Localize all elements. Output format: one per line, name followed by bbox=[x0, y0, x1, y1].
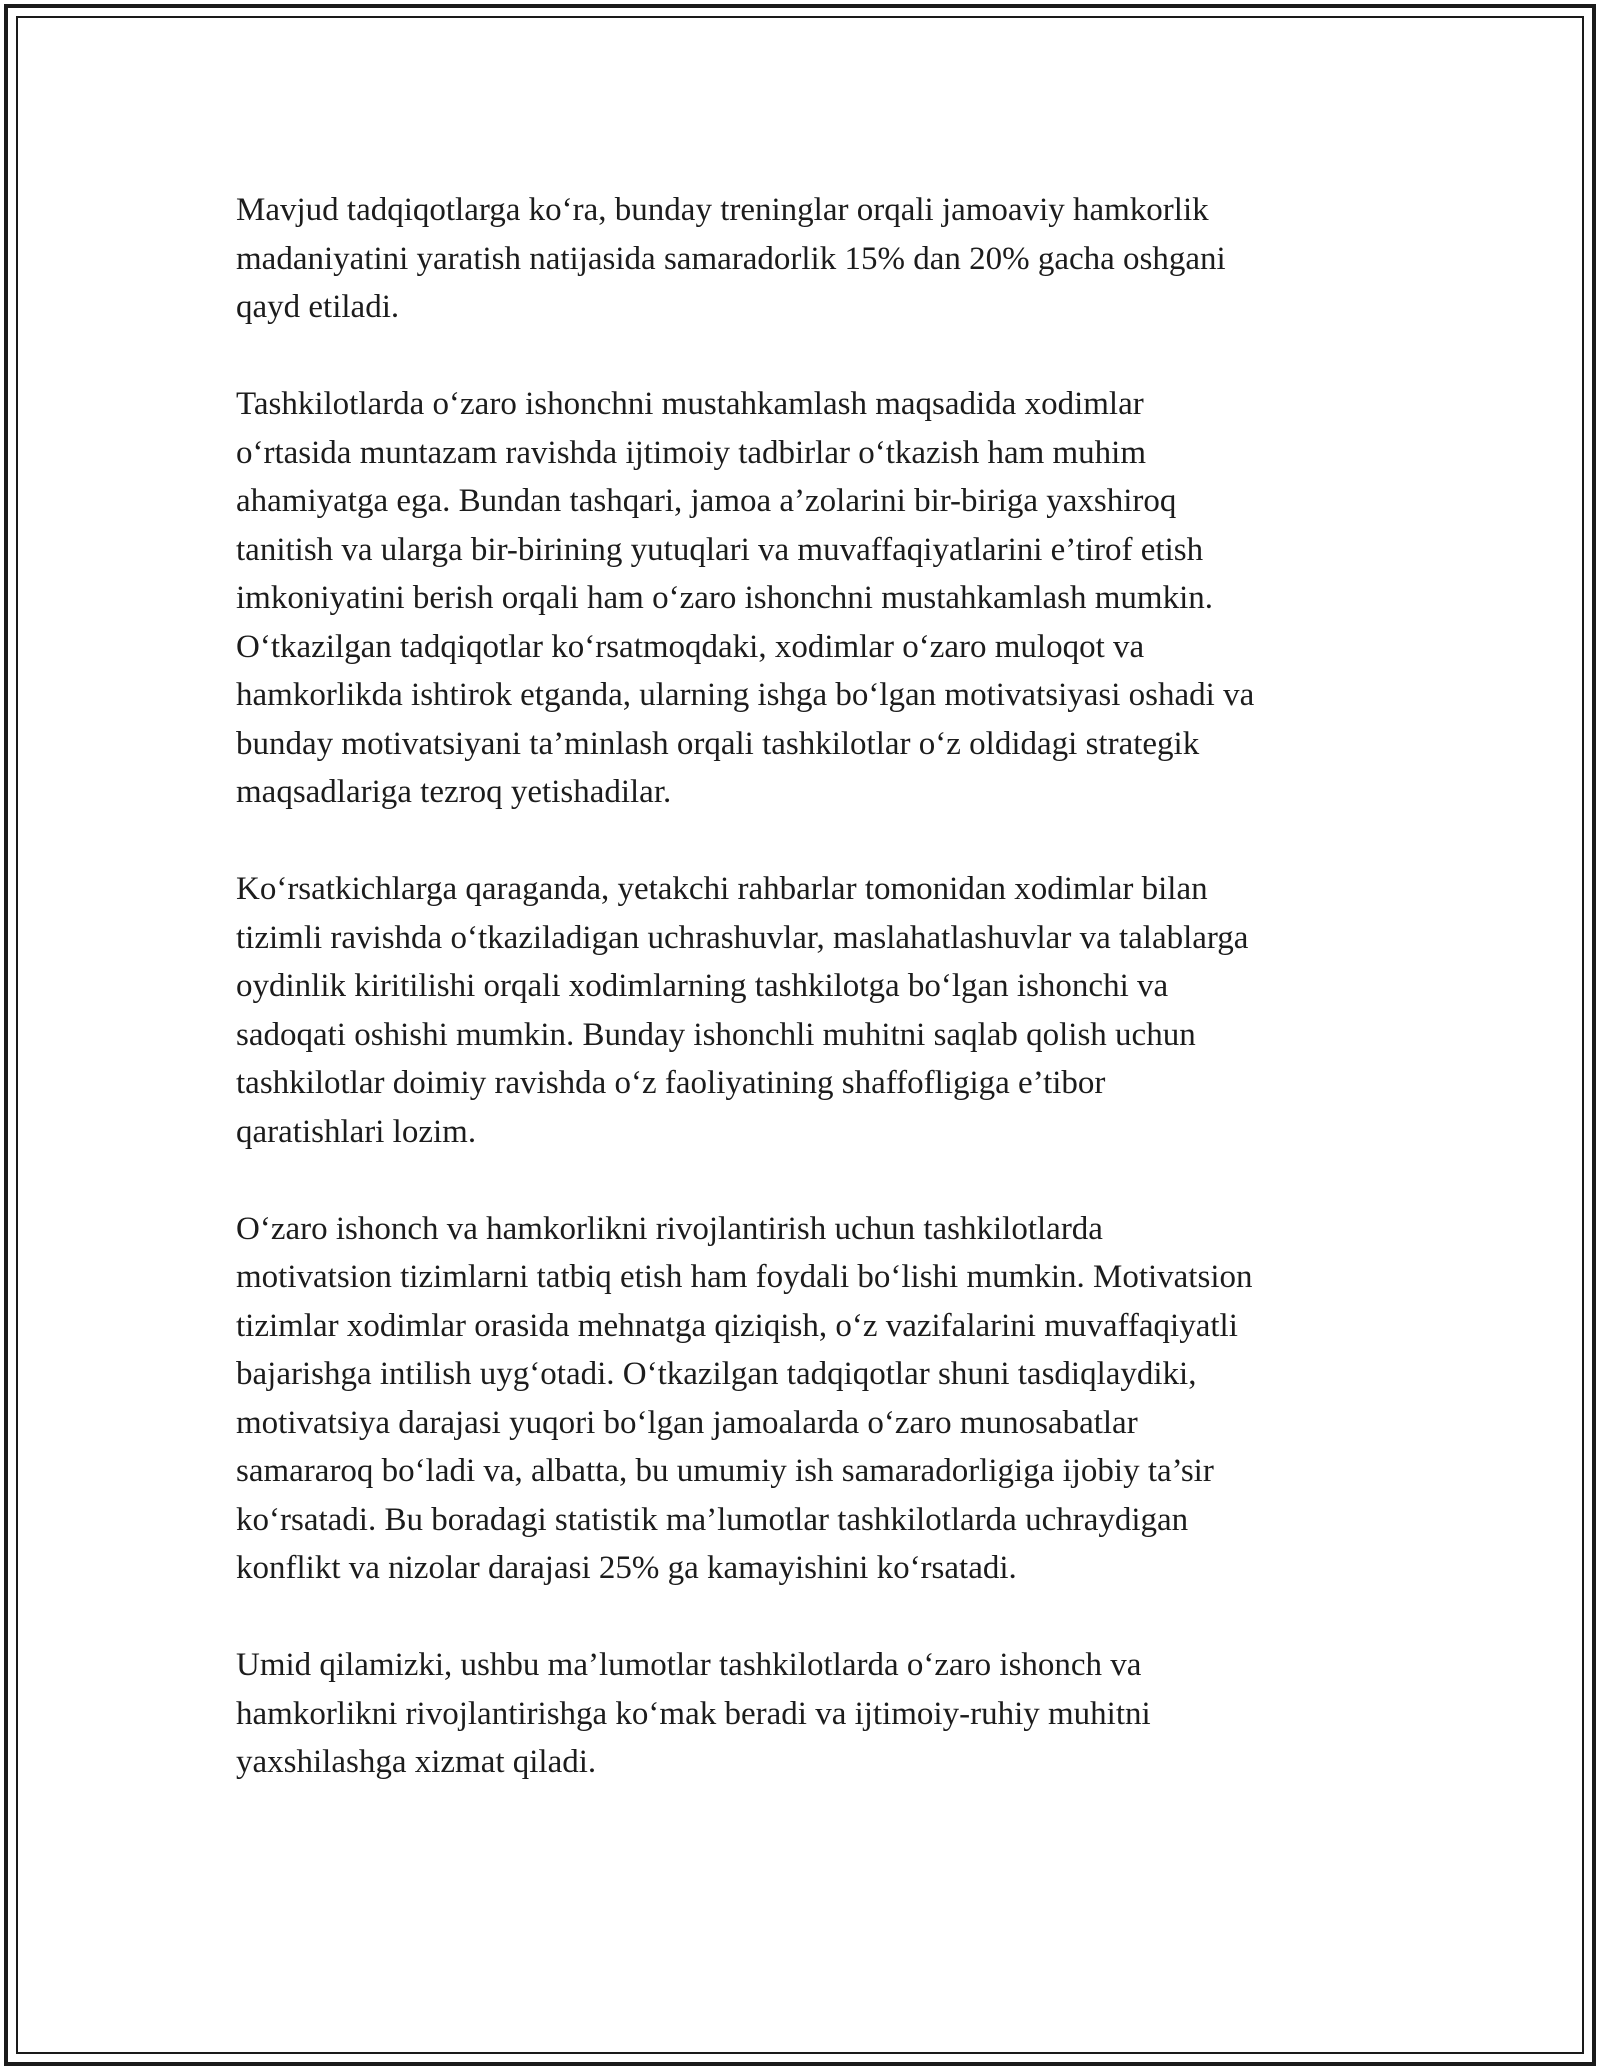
paragraph-1: Mavjud tadqiqotlarga koʻra, bunday treninglar orqali jamoaviy hamkorlik madaniyatini yaratish natijasida samaradorlik 15% dan 20% gacha oshgani qayd etiladi. bbox=[236, 192, 1226, 325]
paragraph-3: Koʻrsatkichlarga qaraganda, yetakchi rahbarlar tomonidan xodimlar bilan tizimli ravishda oʻtkaziladigan uchrashuvlar, maslahatlashuvlar va talablarga oydinlik kiritilishi orqali xodimlarning tashkilotga boʻlgan ishonchi va sadoqati oshishi mumkin. Bunday ishonchli muhitni saqlab qolish uchun tashkilotlar doimiy ravishda oʻz faoliyatining shaffofligiga e’tibor qaratishlari lozim. bbox=[236, 871, 1249, 1150]
document-body bbox=[236, 186, 1376, 1835]
paragraph-4: Oʻzaro ishonch va hamkorlikni rivojlantirish uchun tashkilotlarda motivatsion tizimlarni tatbiq etish ham foydali boʻlishi mumkin. Motivatsion tizimlar xodimlar orasida mehnatga qiziqish, oʻz vazifalarini muvaffaqiyatli bajarishga intilish uygʻotadi. Oʻtkazilgan tadqiqotlar shuni tasdiqlaydiki, motivatsiya darajasi yuqori boʻlgan jamoalarda oʻzaro munosabatlar samararoq boʻladi va, albatta, bu umumiy ish samaradorligiga ijobiy ta’sir koʻrsatadi. Bu boradagi statistik ma’lumotlar tashkilotlarda uchraydigan konflikt va nizolar darajasi 25% ga kamayishini koʻrsatadi. bbox=[236, 1210, 1253, 1586]
paragraph-2: Tashkilotlarda oʻzaro ishonchni mustahkamlash maqsadida xodimlar oʻrtasida muntazam ravishda ijtimoiy tadbirlar oʻtkazish ham muhim ahamiyatga ega. Bundan tashqari, jamoa a’zolarini bir-biriga yaxshiroq tanitish va ularga bir-birining yutuqlari va muvaffaqiyatlarini e’tirof etish imkoniyatini berish orqali ham oʻzaro ishonchni mustahkamlash mumkin. Oʻtkazilgan tadqiqotlar koʻrsatmoqdaki, xodimlar oʻzaro muloqot va hamkorlikda ishtirok etganda, ularning ishga boʻlgan motivatsiyasi oshadi va bunday motivatsiyani ta’minlash orqali tashkilotlar oʻz oldidagi strategik maqsadlariga tezroq yetishadilar. bbox=[236, 386, 1255, 810]
paragraph-5: Umid qilamizki, ushbu ma’lumotlar tashkilotlarda oʻzaro ishonch va hamkorlikni rivojlantirishga koʻmak beradi va ijtimoiy-ruhiy muhitni yaxshilashga xizmat qiladi. bbox=[236, 1647, 1151, 1780]
